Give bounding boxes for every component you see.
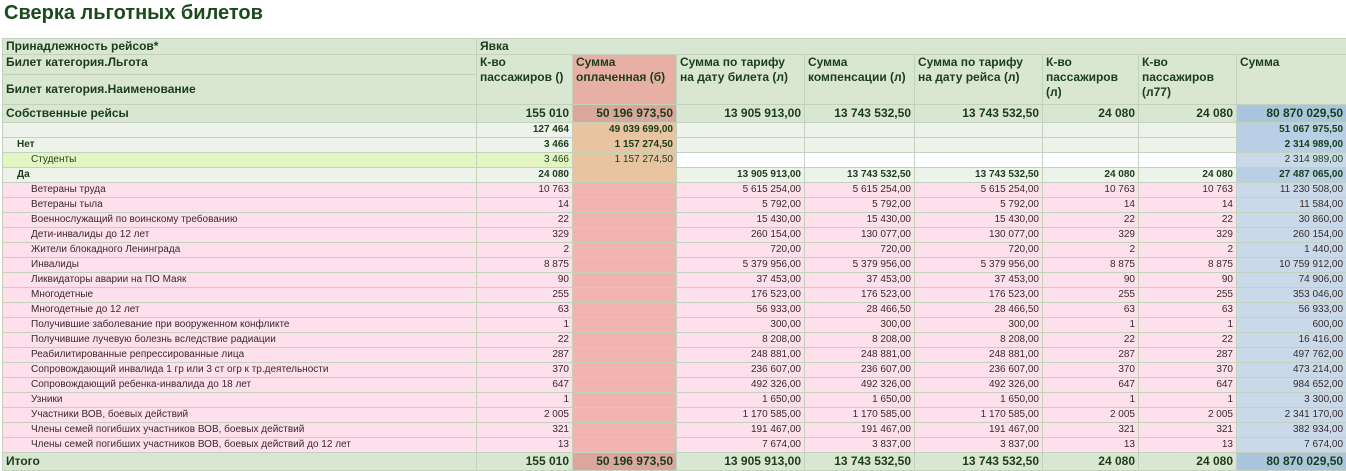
- cell-passengers-l77: 1: [1139, 393, 1237, 408]
- row-unspecified[interactable]: [3, 123, 1346, 138]
- cell-passengers-l77: 321: [1139, 423, 1237, 438]
- cell-tariff-ticket-date: 720,00: [677, 243, 805, 258]
- row-category[interactable]: [3, 213, 1346, 228]
- cell-sum: 30 860,00: [1237, 213, 1346, 228]
- cell-tariff-flight-date: 13 743 532,50: [915, 453, 1043, 471]
- row-label: Ликвидаторы аварии на ПО Маяк: [3, 273, 477, 288]
- row-label: Да: [3, 168, 477, 183]
- row-label: Ветераны труда: [3, 183, 477, 198]
- cell-paid-sum: [573, 288, 677, 303]
- cell-passengers-l77: 13: [1139, 438, 1237, 453]
- row-category[interactable]: [3, 183, 1346, 198]
- cell-paid-sum: [573, 408, 677, 423]
- row-category[interactable]: [3, 348, 1346, 363]
- cell-compensation: 300,00: [805, 318, 915, 333]
- cell-passengers-l: 1: [1043, 318, 1139, 333]
- cell-passengers-l: 329: [1043, 228, 1139, 243]
- cell-passengers: 3 466: [477, 153, 573, 168]
- cell-passengers-l77: 14: [1139, 198, 1237, 213]
- cell-tariff-ticket-date: 300,00: [677, 318, 805, 333]
- cell-passengers-l: 287: [1043, 348, 1139, 363]
- cell-tariff-ticket-date: 13 905 913,00: [677, 105, 805, 123]
- cell-passengers-l77: 24 080: [1139, 453, 1237, 471]
- cell-tariff-ticket-date: 56 933,00: [677, 303, 805, 318]
- cell-passengers-l: 13: [1043, 438, 1139, 453]
- row-category[interactable]: [3, 273, 1346, 288]
- cell-passengers-l77: 24 080: [1139, 168, 1237, 183]
- cell-tariff-ticket-date: 5 379 956,00: [677, 258, 805, 273]
- cell-passengers: 329: [477, 228, 573, 243]
- cell-tariff-ticket-date: 191 467,00: [677, 423, 805, 438]
- cell-passengers-l: 22: [1043, 213, 1139, 228]
- cell-passengers-l: 24 080: [1043, 168, 1139, 183]
- header-flight-ownership[interactable]: Принадлежность рейсов*: [3, 39, 477, 55]
- header-attendance[interactable]: Явка: [477, 39, 1346, 55]
- row-label: Члены семей погибших участников ВОВ, боевых действий: [3, 423, 477, 438]
- cell-passengers: 287: [477, 348, 573, 363]
- cell-passengers-l: [1043, 123, 1139, 138]
- cell-passengers-l77: 647: [1139, 378, 1237, 393]
- cell-sum: 16 416,00: [1237, 333, 1346, 348]
- cell-passengers-l77: 2 005: [1139, 408, 1237, 423]
- header-col-passengers-l77[interactable]: К-во пассажиров (л77): [1139, 55, 1237, 105]
- cell-compensation: 1 650,00: [805, 393, 915, 408]
- cell-sum: 11 230 508,00: [1237, 183, 1346, 198]
- row-label: Узники: [3, 393, 477, 408]
- row-category[interactable]: [3, 228, 1346, 243]
- cell-sum: 1 440,00: [1237, 243, 1346, 258]
- row-category[interactable]: [3, 198, 1346, 213]
- header-col-tariff-ticket-date[interactable]: Сумма по тарифу на дату билета (л): [677, 55, 805, 105]
- cell-sum: 473 214,00: [1237, 363, 1346, 378]
- cell-passengers-l: 24 080: [1043, 105, 1139, 123]
- cell-sum: 2 314 989,00: [1237, 138, 1346, 153]
- cell-tariff-flight-date: 191 467,00: [915, 423, 1043, 438]
- row-own-flights[interactable]: [3, 105, 1346, 123]
- cell-passengers: 647: [477, 378, 573, 393]
- cell-tariff-flight-date: 13 743 532,50: [915, 105, 1043, 123]
- row-category[interactable]: [3, 378, 1346, 393]
- cell-passengers-l: 1: [1043, 393, 1139, 408]
- cell-paid-sum: [573, 228, 677, 243]
- row-category[interactable]: [3, 408, 1346, 423]
- cell-tariff-ticket-date: 248 881,00: [677, 348, 805, 363]
- cell-tariff-flight-date: 300,00: [915, 318, 1043, 333]
- cell-tariff-flight-date: 236 607,00: [915, 363, 1043, 378]
- cell-tariff-ticket-date: 236 607,00: [677, 363, 805, 378]
- cell-passengers-l77: 8 875: [1139, 258, 1237, 273]
- row-label: Реабилитированные репрессированные лица: [3, 348, 477, 363]
- cell-compensation: [805, 153, 915, 168]
- cell-passengers-l77: 24 080: [1139, 105, 1237, 123]
- cell-tariff-ticket-date: [677, 123, 805, 138]
- cell-tariff-ticket-date: 15 430,00: [677, 213, 805, 228]
- cell-passengers-l: 321: [1043, 423, 1139, 438]
- cell-tariff-flight-date: 492 326,00: [915, 378, 1043, 393]
- row-label: Многодетные: [3, 288, 477, 303]
- cell-tariff-flight-date: 248 881,00: [915, 348, 1043, 363]
- cell-sum: 27 487 065,00: [1237, 168, 1346, 183]
- cell-compensation: [805, 123, 915, 138]
- cell-paid-sum: [573, 303, 677, 318]
- cell-tariff-ticket-date: [677, 138, 805, 153]
- cell-paid-sum: 49 039 699,00: [573, 123, 677, 138]
- header-col-tariff-flight-date[interactable]: Сумма по тарифу на дату рейса (л): [915, 55, 1043, 105]
- cell-compensation: 492 326,00: [805, 378, 915, 393]
- cell-paid-sum: [573, 168, 677, 183]
- cell-tariff-ticket-date: 1 170 585,00: [677, 408, 805, 423]
- cell-tariff-ticket-date: 5 615 254,00: [677, 183, 805, 198]
- cell-passengers: 8 875: [477, 258, 573, 273]
- cell-passengers-l77: 287: [1139, 348, 1237, 363]
- cell-sum: 80 870 029,50: [1237, 453, 1346, 471]
- cell-passengers: 24 080: [477, 168, 573, 183]
- cell-tariff-ticket-date: 492 326,00: [677, 378, 805, 393]
- cell-tariff-ticket-date: 7 674,00: [677, 438, 805, 453]
- cell-paid-sum: [573, 393, 677, 408]
- cell-passengers-l: 63: [1043, 303, 1139, 318]
- cell-passengers: 22: [477, 213, 573, 228]
- cell-paid-sum: [573, 213, 677, 228]
- cell-sum: 984 652,00: [1237, 378, 1346, 393]
- row-label: Нет: [3, 138, 477, 153]
- cell-paid-sum: [573, 363, 677, 378]
- cell-passengers-l77: 10 763: [1139, 183, 1237, 198]
- cell-compensation: 191 467,00: [805, 423, 915, 438]
- cell-compensation: 1 170 585,00: [805, 408, 915, 423]
- cell-compensation: 3 837,00: [805, 438, 915, 453]
- cell-passengers-l77: 370: [1139, 363, 1237, 378]
- cell-passengers-l: 8 875: [1043, 258, 1139, 273]
- cell-passengers: 10 763: [477, 183, 573, 198]
- cell-paid-sum: 50 196 973,50: [573, 453, 677, 471]
- row-category[interactable]: [3, 333, 1346, 348]
- cell-paid-sum: [573, 318, 677, 333]
- cell-passengers-l77: 255: [1139, 288, 1237, 303]
- cell-passengers-l77: 1: [1139, 318, 1237, 333]
- cell-passengers: 1: [477, 318, 573, 333]
- cell-compensation: 236 607,00: [805, 363, 915, 378]
- cell-passengers: 13: [477, 438, 573, 453]
- cell-passengers: 14: [477, 198, 573, 213]
- cell-passengers: 370: [477, 363, 573, 378]
- cell-tariff-flight-date: [915, 138, 1043, 153]
- cell-tariff-ticket-date: 8 208,00: [677, 333, 805, 348]
- cell-passengers: 22: [477, 333, 573, 348]
- header-ticket-benefit[interactable]: Билет категория.Льгота: [3, 55, 477, 75]
- cell-passengers: 3 466: [477, 138, 573, 153]
- cell-tariff-flight-date: 720,00: [915, 243, 1043, 258]
- cell-sum: 2 341 170,00: [1237, 408, 1346, 423]
- row-category[interactable]: [3, 318, 1346, 333]
- cell-paid-sum: 50 196 973,50: [573, 105, 677, 123]
- cell-sum: 56 933,00: [1237, 303, 1346, 318]
- row-label: Получившие лучевую болезнь вследствие радиации: [3, 333, 477, 348]
- cell-passengers-l77: 90: [1139, 273, 1237, 288]
- row-label: Члены семей погибших участников ВОВ, боевых действий до 12 лет: [3, 438, 477, 453]
- cell-passengers: 127 464: [477, 123, 573, 138]
- cell-passengers: 1: [477, 393, 573, 408]
- cell-tariff-flight-date: [915, 123, 1043, 138]
- cell-paid-sum: [573, 378, 677, 393]
- cell-tariff-flight-date: 1 170 585,00: [915, 408, 1043, 423]
- cell-sum: 3 300,00: [1237, 393, 1346, 408]
- row-label: Итого: [3, 453, 477, 471]
- cell-passengers-l: 22: [1043, 333, 1139, 348]
- cell-passengers-l: 2 005: [1043, 408, 1139, 423]
- row-label: Сопровождающий ребенка-инвалида до 18 лет: [3, 378, 477, 393]
- cell-passengers: 2 005: [477, 408, 573, 423]
- row-total[interactable]: [3, 453, 1346, 471]
- row-label: Участники ВОВ, боевых действий: [3, 408, 477, 423]
- cell-tariff-ticket-date: 1 650,00: [677, 393, 805, 408]
- cell-paid-sum: [573, 258, 677, 273]
- row-benefit-yes[interactable]: [3, 168, 1346, 183]
- header-ticket-name[interactable]: Билет категория.Наименование: [3, 75, 477, 105]
- cell-passengers-l: 647: [1043, 378, 1139, 393]
- cell-tariff-flight-date: 15 430,00: [915, 213, 1043, 228]
- cell-compensation: 5 615 254,00: [805, 183, 915, 198]
- cell-tariff-ticket-date: 37 453,00: [677, 273, 805, 288]
- cell-sum: 497 762,00: [1237, 348, 1346, 363]
- cell-compensation: 5 792,00: [805, 198, 915, 213]
- header-col-passengers[interactable]: К-во пассажиров (): [477, 55, 573, 105]
- cell-sum: 74 906,00: [1237, 273, 1346, 288]
- row-category[interactable]: [3, 393, 1346, 408]
- row-category[interactable]: [3, 438, 1346, 453]
- cell-sum: 51 067 975,50: [1237, 123, 1346, 138]
- cell-compensation: 37 453,00: [805, 273, 915, 288]
- header-col-compensation[interactable]: Сумма компенсации (л): [805, 55, 915, 105]
- cell-tariff-flight-date: 37 453,00: [915, 273, 1043, 288]
- cell-paid-sum: [573, 333, 677, 348]
- header-col-passengers-l[interactable]: К-во пассажиров (л): [1043, 55, 1139, 105]
- cell-tariff-flight-date: 8 208,00: [915, 333, 1043, 348]
- cell-compensation: 13 743 532,50: [805, 105, 915, 123]
- cell-paid-sum: 1 157 274,50: [573, 153, 677, 168]
- cell-sum: 2 314 989,00: [1237, 153, 1346, 168]
- row-label: Многодетные до 12 лет: [3, 303, 477, 318]
- cell-compensation: 248 881,00: [805, 348, 915, 363]
- cell-tariff-flight-date: 1 650,00: [915, 393, 1043, 408]
- cell-sum: 11 584,00: [1237, 198, 1346, 213]
- cell-passengers-l: 370: [1043, 363, 1139, 378]
- cell-tariff-ticket-date: 5 792,00: [677, 198, 805, 213]
- cell-passengers: 255: [477, 288, 573, 303]
- row-label: Студенты: [3, 153, 477, 168]
- cell-passengers-l: 14: [1043, 198, 1139, 213]
- cell-passengers-l77: 63: [1139, 303, 1237, 318]
- cell-paid-sum: [573, 423, 677, 438]
- row-category[interactable]: [3, 288, 1346, 303]
- cell-compensation: 720,00: [805, 243, 915, 258]
- header-col-paid-sum[interactable]: Сумма оплаченная (б): [573, 55, 677, 105]
- cell-passengers-l: [1043, 138, 1139, 153]
- cell-paid-sum: 1 157 274,50: [573, 138, 677, 153]
- row-label: Ветераны тыла: [3, 198, 477, 213]
- cell-passengers: 155 010: [477, 453, 573, 471]
- cell-paid-sum: [573, 273, 677, 288]
- cell-compensation: 176 523,00: [805, 288, 915, 303]
- cell-sum: 260 154,00: [1237, 228, 1346, 243]
- cell-sum: 7 674,00: [1237, 438, 1346, 453]
- row-label: Получившие заболевание при вооруженном конфликте: [3, 318, 477, 333]
- row-label: Сопровождающий инвалида 1 гр или 3 ст огр к тр.деятельности: [3, 363, 477, 378]
- cell-passengers: 2: [477, 243, 573, 258]
- cell-sum: 600,00: [1237, 318, 1346, 333]
- row-category[interactable]: [3, 363, 1346, 378]
- row-label: Жители блокадного Ленинграда: [3, 243, 477, 258]
- cell-passengers-l77: 329: [1139, 228, 1237, 243]
- cell-tariff-ticket-date: 13 905 913,00: [677, 453, 805, 471]
- row-benefit-no[interactable]: [3, 138, 1346, 153]
- cell-paid-sum: [573, 183, 677, 198]
- cell-passengers-l: [1043, 153, 1139, 168]
- cell-tariff-ticket-date: 176 523,00: [677, 288, 805, 303]
- cell-passengers-l: 2: [1043, 243, 1139, 258]
- cell-passengers-l77: [1139, 123, 1237, 138]
- cell-paid-sum: [573, 243, 677, 258]
- cell-passengers-l77: 22: [1139, 213, 1237, 228]
- row-category[interactable]: [3, 258, 1346, 273]
- page-title: Сверка льготных билетов: [4, 2, 263, 25]
- cell-passengers-l77: [1139, 138, 1237, 153]
- cell-tariff-ticket-date: 13 905 913,00: [677, 168, 805, 183]
- cell-passengers-l: 255: [1043, 288, 1139, 303]
- cell-passengers-l: 10 763: [1043, 183, 1139, 198]
- cell-tariff-flight-date: 3 837,00: [915, 438, 1043, 453]
- cell-tariff-flight-date: 13 743 532,50: [915, 168, 1043, 183]
- cell-compensation: 15 430,00: [805, 213, 915, 228]
- cell-passengers: 155 010: [477, 105, 573, 123]
- header-col-sum[interactable]: Сумма: [1237, 55, 1346, 105]
- row-category[interactable]: [3, 303, 1346, 318]
- row-label: Военнослужащий по воинскому требованию: [3, 213, 477, 228]
- row-label: Дети-инвалиды до 12 лет: [3, 228, 477, 243]
- cell-paid-sum: [573, 198, 677, 213]
- cell-passengers: 90: [477, 273, 573, 288]
- cell-compensation: 130 077,00: [805, 228, 915, 243]
- cell-sum: 10 759 912,00: [1237, 258, 1346, 273]
- row-category[interactable]: [3, 243, 1346, 258]
- report-grid: [2, 38, 1346, 471]
- cell-passengers: 63: [477, 303, 573, 318]
- cell-compensation: 13 743 532,50: [805, 168, 915, 183]
- cell-sum: 80 870 029,50: [1237, 105, 1346, 123]
- cell-tariff-flight-date: [915, 153, 1043, 168]
- cell-compensation: 5 379 956,00: [805, 258, 915, 273]
- cell-compensation: 28 466,50: [805, 303, 915, 318]
- row-category[interactable]: [3, 423, 1346, 438]
- cell-tariff-flight-date: 5 615 254,00: [915, 183, 1043, 198]
- row-label: Инвалиды: [3, 258, 477, 273]
- cell-passengers-l: 90: [1043, 273, 1139, 288]
- cell-paid-sum: [573, 348, 677, 363]
- cell-passengers-l77: 2: [1139, 243, 1237, 258]
- cell-tariff-flight-date: 28 466,50: [915, 303, 1043, 318]
- cell-tariff-ticket-date: 260 154,00: [677, 228, 805, 243]
- row-label: Собственные рейсы: [3, 105, 477, 123]
- cell-compensation: [805, 138, 915, 153]
- cell-compensation: 8 208,00: [805, 333, 915, 348]
- cell-passengers-l77: 22: [1139, 333, 1237, 348]
- cell-compensation: 13 743 532,50: [805, 453, 915, 471]
- cell-sum: 353 046,00: [1237, 288, 1346, 303]
- cell-tariff-flight-date: 5 792,00: [915, 198, 1043, 213]
- cell-passengers-l: 24 080: [1043, 453, 1139, 471]
- row-students[interactable]: [3, 153, 1346, 168]
- cell-tariff-flight-date: 176 523,00: [915, 288, 1043, 303]
- cell-sum: 382 934,00: [1237, 423, 1346, 438]
- cell-paid-sum: [573, 438, 677, 453]
- cell-passengers: 321: [477, 423, 573, 438]
- cell-passengers-l77: [1139, 153, 1237, 168]
- cell-tariff-flight-date: 5 379 956,00: [915, 258, 1043, 273]
- cell-tariff-ticket-date: [677, 153, 805, 168]
- cell-tariff-flight-date: 130 077,00: [915, 228, 1043, 243]
- row-label: [3, 123, 477, 138]
